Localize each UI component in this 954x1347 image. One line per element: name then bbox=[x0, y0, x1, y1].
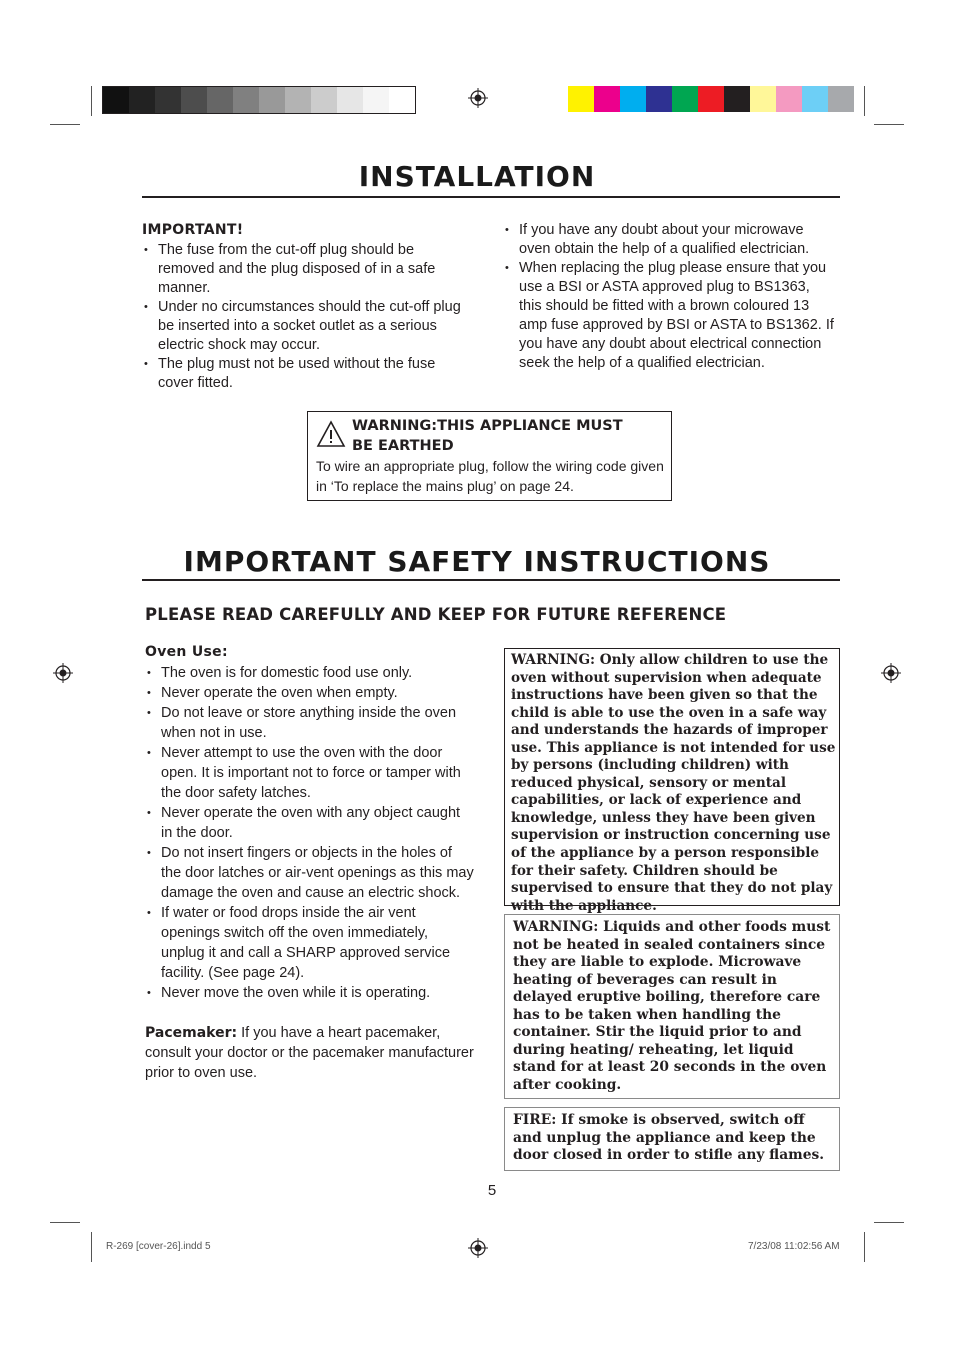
list-item: • The plug must not be used without the fuse cover fitted. bbox=[142, 355, 472, 393]
list-item: • Never operate the oven with any object caught in the door. bbox=[145, 803, 475, 843]
title-rule bbox=[142, 579, 840, 581]
color-swatch bbox=[181, 87, 207, 113]
pacemaker-text: If you have a heart pacemaker, consult your doctor or the pacemaker manufacturer prior to oven use. bbox=[145, 1025, 474, 1081]
registration-mark-icon bbox=[468, 88, 488, 108]
registration-mark-icon bbox=[53, 663, 73, 683]
color-swatch bbox=[802, 86, 828, 112]
color-swatch bbox=[337, 87, 363, 113]
earthed-warning-body: To wire an appropriate plug, follow the wiring code given in ‘To replace the mains plug’ on page 24. bbox=[316, 458, 664, 494]
crop-mark bbox=[864, 1232, 865, 1262]
crop-mark bbox=[50, 124, 80, 125]
color-swatch bbox=[776, 86, 802, 112]
color-swatch bbox=[207, 87, 233, 113]
color-swatch bbox=[568, 86, 594, 112]
installation-right-list bbox=[503, 221, 836, 373]
crop-mark bbox=[874, 1222, 904, 1223]
color-swatch bbox=[363, 87, 389, 113]
page-number: 5 bbox=[487, 1182, 497, 1199]
color-swatch bbox=[129, 87, 155, 113]
list-item: • If you have any doubt about your microwave oven obtain the help of a qualified electrician. bbox=[503, 221, 836, 259]
installation-title: INSTALLATION bbox=[358, 160, 596, 193]
warning-triangle-icon bbox=[316, 420, 346, 448]
color-swatch bbox=[594, 86, 620, 112]
registration-mark-icon bbox=[468, 1238, 488, 1258]
color-swatch bbox=[103, 87, 129, 113]
earthed-warning-box bbox=[307, 411, 672, 501]
color-swatch bbox=[311, 87, 337, 113]
safety-title: IMPORTANT SAFETY INSTRUCTIONS bbox=[183, 545, 771, 578]
warning-title-line: BE EARTHED bbox=[352, 438, 454, 454]
oven-use-list bbox=[145, 663, 475, 1003]
list-item: • Never attempt to use the oven with the door open. It is important not to force or tamper with the door safety latches. bbox=[145, 743, 475, 803]
color-swatch bbox=[259, 87, 285, 113]
crop-mark bbox=[874, 124, 904, 125]
color-swatch bbox=[698, 86, 724, 112]
important-label: IMPORTANT! bbox=[142, 222, 244, 238]
pacemaker-paragraph bbox=[145, 1023, 475, 1083]
installation-left-list bbox=[142, 241, 472, 393]
list-item: • Under no circumstances should the cut-off plug be inserted into a socket outlet as a serious electric shock may occur. bbox=[142, 298, 472, 355]
installation-right-column bbox=[503, 221, 836, 373]
color-swatch bbox=[620, 86, 646, 112]
color-swatch bbox=[646, 86, 672, 112]
footer-timestamp: 7/23/08 11:02:56 AM bbox=[748, 1241, 840, 1252]
list-item: • If water or food drops inside the air vent openings switch off the oven immediately, unplug it and call a SHARP approved service facility. (See page 24). bbox=[145, 903, 475, 983]
color-swatch bbox=[750, 86, 776, 112]
list-item: • Do not leave or store anything inside the oven when not in use. bbox=[145, 703, 475, 743]
footer-file-name: R-269 [cover-26].indd 5 bbox=[106, 1241, 211, 1252]
warning-title-line: WARNING:THIS APPLIANCE MUST bbox=[352, 418, 623, 434]
oven-use-column bbox=[145, 642, 475, 1083]
list-item: • The fuse from the cut-off plug should be removed and the plug disposed of in a safe manner. bbox=[142, 241, 472, 298]
list-item: • The oven is for domestic food use only. bbox=[145, 663, 475, 683]
pacemaker-label: Pacemaker: bbox=[145, 1025, 238, 1041]
children-warning-box bbox=[504, 648, 840, 914]
liquids-warning-text: WARNING: Liquids and other foods must not be heated in sealed containers since they are liable to explode. Microwave heating of beverages can result in delayed eruptive boiling, therefore care has to be taken when handling the container. Stir the liquid prior to and during heating/ reheating, let liquid stand for at least 20 seconds in the oven after cooking. bbox=[513, 919, 831, 1093]
list-item: • When replacing the plug please ensure that you use a BSI or ASTA approved plug to BS1363, this should be fitted with a brown coloured 13 amp fuse approved by BSI or ASTA to BS1362. If you have any doubt about electrical connection seek the help of a qualified electrician. bbox=[503, 259, 836, 373]
list-item: • Do not insert fingers or objects in the holes of the door latches or air-vent openings as this may damage the oven and cause an electric shock. bbox=[145, 843, 475, 903]
color-swatch bbox=[389, 87, 415, 113]
color-swatch bbox=[285, 87, 311, 113]
oven-use-label: Oven Use: bbox=[145, 644, 228, 660]
gray-calibration-bar bbox=[102, 86, 416, 114]
color-swatch bbox=[828, 86, 854, 112]
color-swatch bbox=[233, 87, 259, 113]
children-warning-text: WARNING: Only allow children to use the oven without supervision when adequate instructions have been given so that the child is able to use the oven in a safe way and understands the hazards of improper use. This appliance is not intended for use by persons (including children) with reduced physical, sensory or mental capabilities, or lack of experience and knowledge, unless they have been given supervision or instruction concerning use of the appliance by a person responsible for their safety. Children should be supervised to ensure that they do not play with the appliance. bbox=[511, 652, 836, 914]
registration-mark-icon bbox=[881, 663, 901, 683]
color-calibration-bar bbox=[568, 86, 854, 112]
fire-warning-text: FIRE: If smoke is observed, switch off and unplug the appliance and keep the door closed in order to stifle any flames. bbox=[513, 1112, 825, 1163]
fire-warning-box bbox=[504, 1107, 840, 1171]
color-swatch bbox=[155, 87, 181, 113]
safety-subtitle: PLEASE READ CAREFULLY AND KEEP FOR FUTURE REFERENCE bbox=[145, 605, 727, 624]
crop-mark bbox=[50, 1222, 80, 1223]
crop-mark bbox=[91, 1232, 92, 1262]
crop-mark bbox=[864, 86, 865, 116]
color-swatch bbox=[724, 86, 750, 112]
installation-left-column bbox=[142, 221, 472, 393]
list-item: • Never operate the oven when empty. bbox=[145, 683, 475, 703]
earthed-warning-title bbox=[352, 416, 623, 456]
liquids-warning-box bbox=[504, 914, 840, 1099]
color-swatch bbox=[672, 86, 698, 112]
crop-mark bbox=[91, 86, 92, 116]
title-rule bbox=[142, 196, 840, 198]
list-item: • Never move the oven while it is operating. bbox=[145, 983, 475, 1003]
